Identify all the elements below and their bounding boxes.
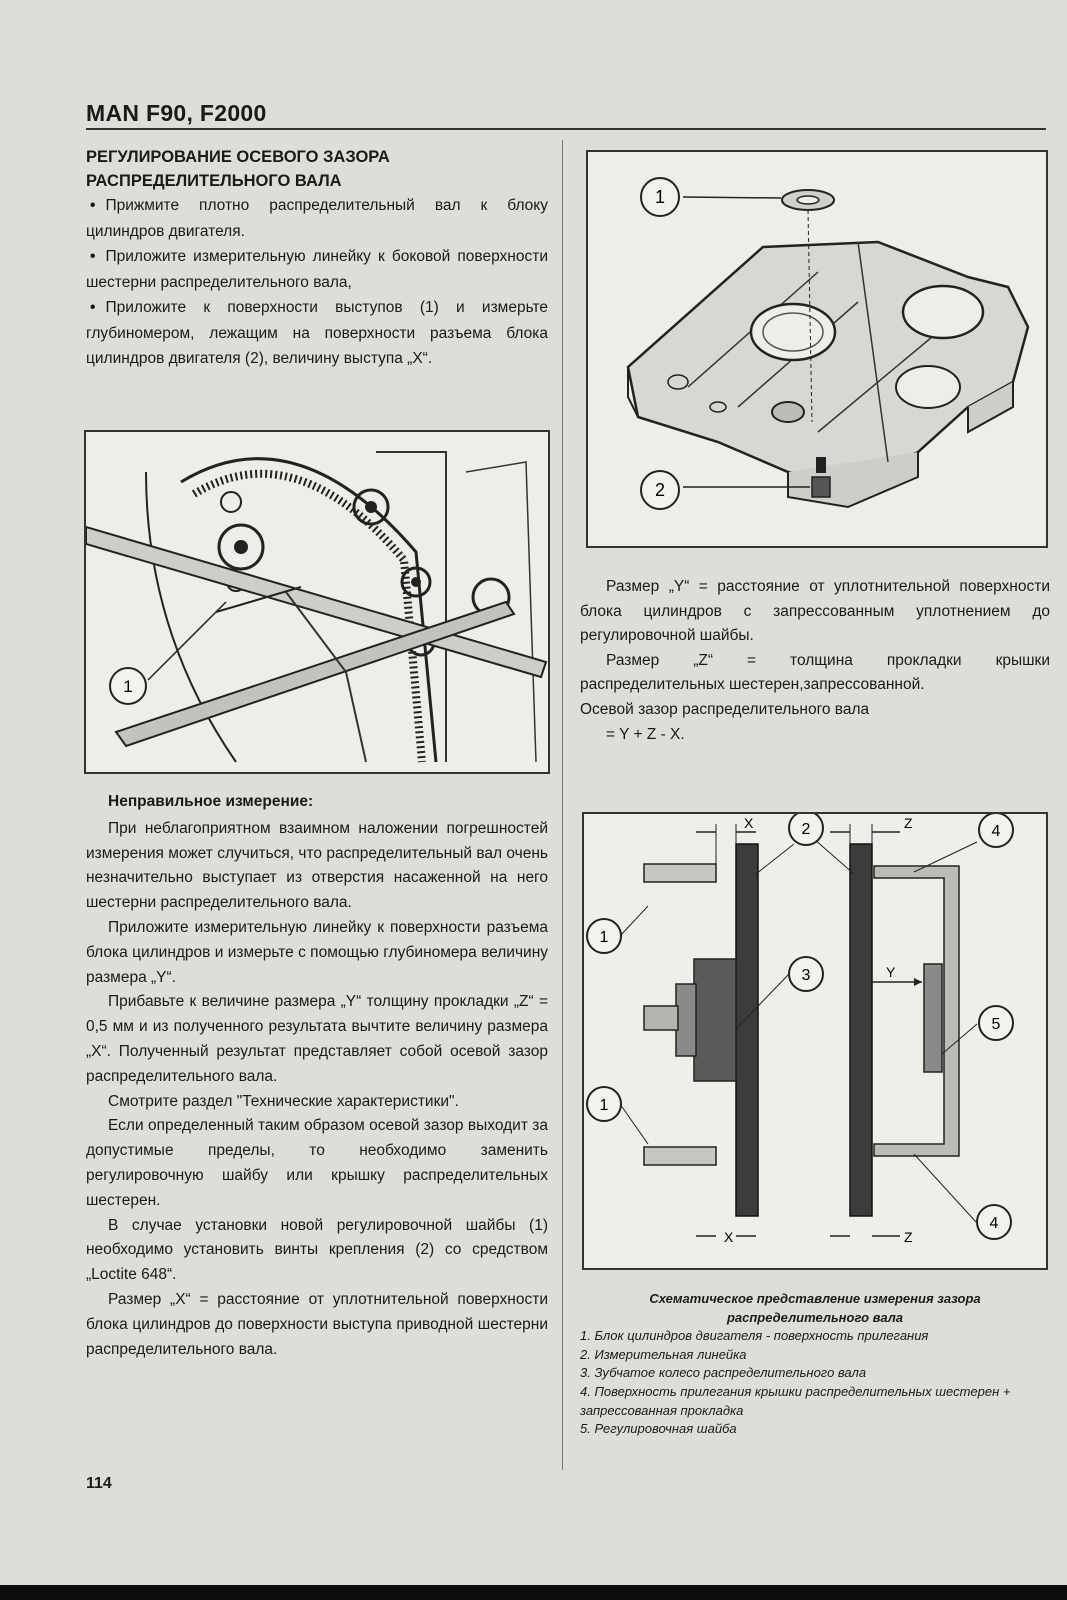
caption-item: 1. Блок цилиндров двигателя - поверхность прилегания — [580, 1328, 929, 1344]
callout-label: 1 — [123, 677, 133, 696]
callout-label: 4 — [989, 1215, 999, 1232]
callout-label: 1 — [599, 1097, 609, 1114]
paragraph: В случае установки новой регулировочной шайбы (1) необходимо установить винты крепления (2) со средством „Loctite 648“. — [86, 1216, 548, 1284]
paragraph: Смотрите раздел "Технические характеристики". — [108, 1092, 459, 1110]
subheading: Неправильное измерение: — [108, 793, 314, 810]
column-divider — [562, 140, 563, 1470]
formula: = Y + Z - X. — [606, 725, 685, 743]
caption-item: 5. Регулировочная шайба — [580, 1421, 737, 1437]
schematic-drawing — [584, 814, 1046, 1268]
paragraph: При неблагоприятном взаимном наложении погрешностей измерения может случиться, что распределительный вал очень незначительно выступает из отверстия насаженной на него шестерни распределительного вала. — [86, 819, 548, 912]
section-title: РЕГУЛИРОВАНИЕ ОСЕВОГО ЗАЗОРА РАСПРЕДЕЛИТЕЛЬНОГО ВАЛА — [86, 148, 390, 190]
right-column-text — [580, 575, 1050, 747]
dimension-x-label: X — [724, 1229, 734, 1245]
scan-edge — [0, 1585, 1067, 1600]
gear-cover-drawing — [588, 152, 1046, 546]
dimension-x-label: X — [744, 815, 754, 831]
callout-label: 2 — [654, 480, 666, 500]
paragraph: Размер „Y“ = расстояние от уплотнительной поверхности блока цилиндров с запрессованным уплотнением до регулировочной шайбы. — [580, 578, 1050, 645]
paragraph: Если определенный таким образом осевой зазор выходит за допустимые пределы, то необходимо заменить регулировочную шайбу или крышку распределительных шестерен. — [86, 1117, 548, 1209]
figure-caption — [580, 1290, 1050, 1439]
instruction-item: • Приложите к поверхности выступов (1) и измерьте глубиномером, лежащим на поверхности разъема блока цилиндров двигателя (2), величину выступа „X“. — [86, 299, 548, 367]
instruction-item: • Прижмите плотно распределительный вал к блоку цилиндров двигателя. — [86, 197, 548, 240]
paragraph: Размер „Z“ = толщина прокладки крышки распределительных шестерен,запрессованной. — [580, 651, 1050, 694]
gear-measurement-drawing — [86, 432, 548, 772]
callout-label: 3 — [801, 967, 811, 984]
page-number: 114 — [86, 1475, 112, 1492]
paragraph: Размер „X“ = расстояние от уплотнительной поверхности блока цилиндров до поверхности выступа приводной шестерни распределительного вала. — [86, 1290, 548, 1358]
callout-label: 1 — [654, 187, 666, 207]
paragraph: Осевой зазор распределительного вала — [580, 700, 870, 718]
paragraph: Приложите измерительную линейку к поверхности разъема блока цилиндров и измерьте с помощью глубиномера величину размера „Y“. — [86, 918, 548, 986]
bullet-icon: • — [90, 299, 96, 316]
gear-measurement-figure — [84, 430, 550, 774]
caption-item: 3. Зубчатое колесо распределительного вала — [580, 1365, 867, 1381]
left-column-text — [86, 790, 548, 1362]
caption-item: 2. Измерительная линейка — [580, 1346, 747, 1362]
instruction-item: • Приложите измерительную линейку к боковой поверхности шестерни распределительного вала, — [86, 248, 548, 291]
instruction-list — [86, 193, 548, 372]
dimension-z-label: Z — [904, 1229, 913, 1245]
gear-cover-figure — [586, 150, 1048, 548]
bullet-icon: • — [90, 197, 96, 214]
dimension-y-label: Y — [886, 964, 896, 980]
caption-item: 4. Поверхность прилегания крышки распределительных шестерен + запрессованная прокладка — [580, 1383, 1011, 1418]
callout-label: 4 — [991, 823, 1001, 840]
schematic-figure — [582, 812, 1048, 1270]
dimension-z-label: Z — [904, 815, 913, 831]
callout-label: 5 — [991, 1016, 1001, 1033]
page-header-title: MAN F90, F2000 — [86, 100, 267, 126]
callout-label: 2 — [801, 821, 811, 838]
caption-title: Схематическое представление измерения зазора распределительного вала — [649, 1291, 981, 1325]
callout-label: 1 — [599, 929, 609, 946]
paragraph: Прибавьте к величине размера „Y“ толщину прокладки „Z“ = 0,5 мм и из полученного результата вычтите величину размера „X“. Полученный результат представляет собой осевой зазор распределительного вала. — [86, 993, 548, 1085]
bullet-icon: • — [90, 248, 96, 265]
header-rule — [86, 128, 1046, 130]
